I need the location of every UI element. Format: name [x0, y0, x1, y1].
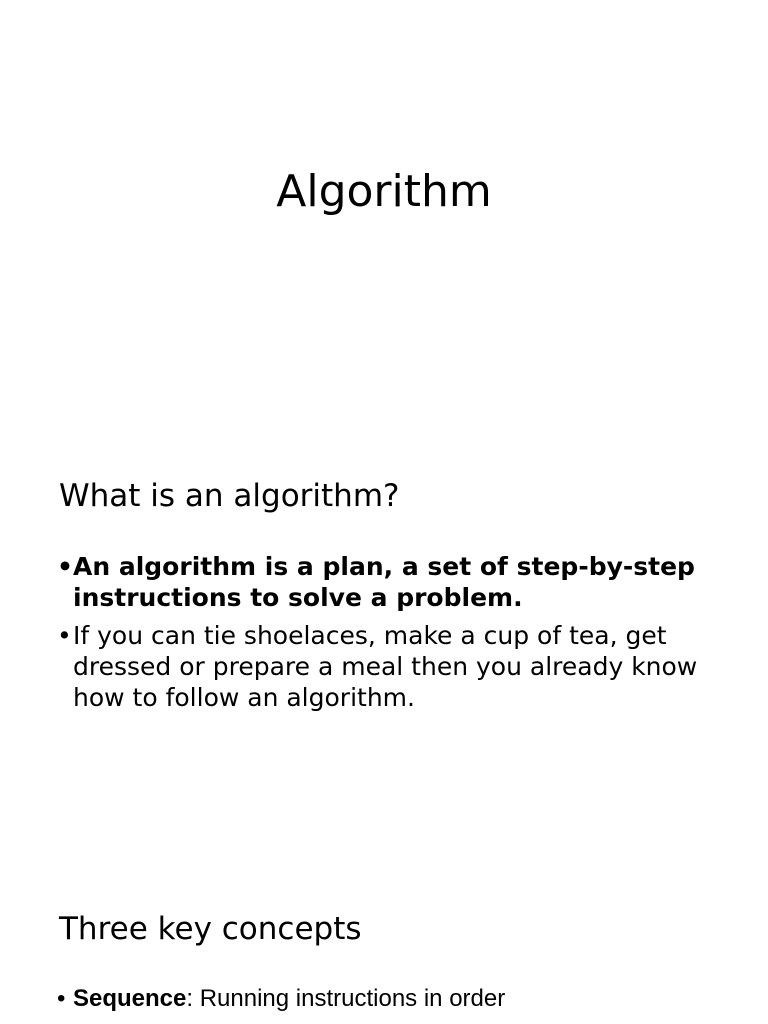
- concept-description: : Running instructions in order: [186, 985, 506, 1012]
- concepts-bullet-list: [57, 983, 717, 1022]
- slide-title: Algorithm: [276, 166, 492, 217]
- definition-bullet-list: [57, 551, 717, 720]
- list-item: [57, 620, 717, 713]
- list-item: [57, 551, 717, 613]
- list-item: [57, 983, 717, 1015]
- section-heading-what-is: What is an algorithm?: [59, 478, 400, 514]
- section-heading-key-concepts: Three key concepts: [59, 911, 362, 947]
- bullet-icon: •: [57, 621, 72, 650]
- bullet-text: An algorithm is a plan, a set of step-by-step instructions to solve a problem.: [73, 552, 695, 612]
- bullet-icon: •: [57, 552, 73, 581]
- concept-term: Sequence: [73, 985, 187, 1012]
- bullet-icon: •: [57, 985, 66, 1012]
- bullet-text: If you can tie shoelaces, make a cup of tea, get dressed or prepare a meal then you already know how to follow an algorithm.: [73, 621, 698, 712]
